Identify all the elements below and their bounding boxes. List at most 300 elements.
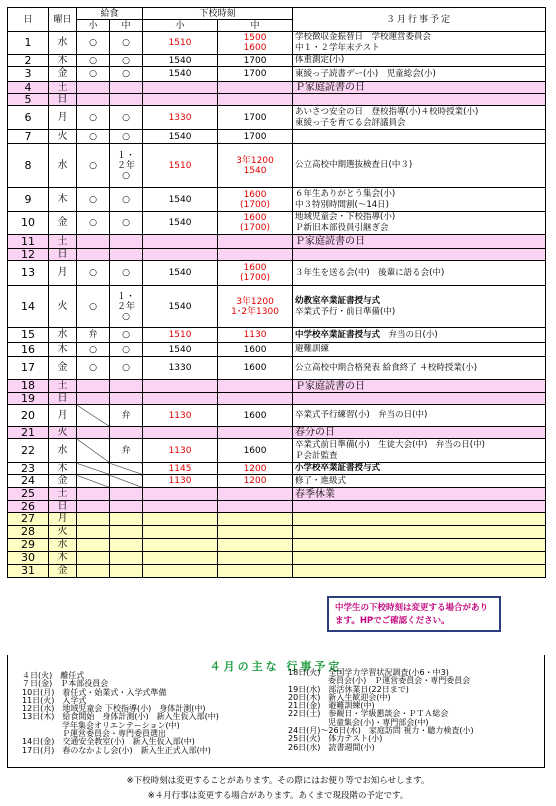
day-cell: 8: [8, 144, 49, 188]
lunch-elem-cell: ○: [77, 261, 110, 286]
april-events-right: [288, 669, 474, 752]
april-event: 22日(土) 参観日・学級懇談会・ＰＴＡ総会: [288, 709, 449, 719]
event-line: 春分の日: [295, 427, 336, 438]
day-cell: 18: [8, 380, 49, 393]
events-cell: [293, 552, 546, 565]
event-line: 中学校卒業証書授与式 弁当の日(小): [295, 329, 438, 340]
events-cell: [293, 357, 546, 380]
header-dis-elem: 小: [143, 20, 218, 32]
event-line: 幼教室卒業証書授与式: [295, 295, 381, 306]
event-line: 東綾っ子読書デー(小) 児童総会(小): [295, 68, 436, 79]
april-event: 20日(木) 新入生歓迎会(中): [288, 692, 391, 702]
day-cell: 20: [8, 405, 49, 427]
calendar-row: [8, 188, 546, 212]
dismissal-middle-cell: 1130: [218, 328, 293, 343]
calendar-row: [8, 235, 546, 249]
calendar-row: [8, 439, 546, 463]
dismissal-elem-cell: 1540: [143, 261, 218, 286]
header-dis-middle: 中: [218, 20, 293, 32]
day-cell: 21: [8, 427, 49, 439]
dismissal-middle-cell: 3年1200 1540: [218, 144, 293, 188]
dismissal-middle-cell: 1700: [218, 67, 293, 82]
lunch-middle-cell: １・ ２年 ○: [110, 144, 143, 188]
dismissal-middle-cell: [218, 427, 293, 439]
events-cell: [293, 475, 546, 488]
weekday-cell: 金: [49, 357, 77, 380]
day-cell: 28: [8, 526, 49, 539]
dismissal-middle-cell: 1600: [218, 343, 293, 357]
dismissal-middle-cell: [218, 539, 293, 552]
weekday-cell: 水: [49, 144, 77, 188]
dismissal-middle-cell: [218, 94, 293, 106]
lunch-elem-cell: [77, 405, 110, 427]
dismissal-middle-cell: 1700: [218, 106, 293, 130]
dismissal-elem-cell: [143, 513, 218, 526]
dismissal-middle-cell: 3年1200 1･2年1300: [218, 286, 293, 328]
lunch-middle-cell: ○: [110, 67, 143, 82]
april-event: 11日(火) 入学式: [22, 695, 87, 705]
lunch-middle-cell: ○: [110, 343, 143, 357]
lunch-elem-cell: [77, 501, 110, 513]
dismissal-middle-cell: 1600 (1700): [218, 188, 293, 212]
events-cell: [293, 405, 546, 427]
events-cell: [293, 249, 546, 261]
dismissal-middle-cell: [218, 393, 293, 405]
lunch-elem-cell: ○: [77, 106, 110, 130]
dismissal-middle-cell: [218, 526, 293, 539]
calendar-row: [8, 565, 546, 578]
calendar-row: [8, 286, 546, 328]
events-cell: [293, 380, 546, 393]
events-cell: [293, 188, 546, 212]
events-cell: [293, 488, 546, 501]
lunch-middle-cell: [110, 475, 143, 488]
calendar-row: [8, 427, 546, 439]
events-cell: [293, 513, 546, 526]
dismissal-elem-cell: [143, 552, 218, 565]
event-line: 公立高校中期選抜検査日(中３): [295, 160, 413, 170]
header-dow: 曜日: [49, 8, 77, 32]
weekday-cell: 月: [49, 261, 77, 286]
header-lunch-elem: 小: [77, 20, 110, 32]
lunch-elem-cell: ○: [77, 286, 110, 328]
events-cell: [293, 67, 546, 82]
dismissal-middle-cell: [218, 380, 293, 393]
events-cell: [293, 212, 546, 235]
dismissal-elem-cell: 1130: [143, 439, 218, 463]
page-title: ３月行事予定: [293, 8, 546, 32]
dismissal-elem-cell: [143, 565, 218, 578]
dismissal-middle-cell: 1200: [218, 475, 293, 488]
calendar-row: [8, 539, 546, 552]
calendar-row: [8, 501, 546, 513]
header-lunch-middle: 中: [110, 20, 143, 32]
dismissal-elem-cell: [143, 393, 218, 405]
lunch-middle-cell: 弁: [110, 405, 143, 427]
dismissal-middle-cell: [218, 249, 293, 261]
day-cell: 31: [8, 565, 49, 578]
event-line: 小学校卒業証書授与式: [295, 463, 381, 473]
day-cell: 19: [8, 393, 49, 405]
dismissal-elem-cell: 1540: [143, 343, 218, 357]
calendar-row: [8, 106, 546, 130]
dismissal-elem-cell: 1540: [143, 188, 218, 212]
calendar-row: [8, 55, 546, 67]
dismissal-elem-cell: 1130: [143, 475, 218, 488]
dismissal-middle-cell: 1600 (1700): [218, 261, 293, 286]
april-section: [7, 655, 545, 768]
event-line: 学校徴収金振替日 学校運営委員会: [295, 32, 432, 42]
event-line: Ｐ家庭読書の日: [295, 380, 366, 392]
header-lunch: 給食: [77, 8, 143, 20]
calendar-row: [8, 261, 546, 286]
dismissal-middle-cell: [218, 552, 293, 565]
dismissal-middle-cell: 1600: [218, 357, 293, 380]
dismissal-elem-cell: [143, 380, 218, 393]
events-cell: [293, 55, 546, 67]
lunch-elem-cell: ○: [77, 188, 110, 212]
weekday-cell: 水: [49, 439, 77, 463]
day-cell: 4: [8, 82, 49, 94]
lunch-elem-cell: [77, 235, 110, 249]
lunch-middle-cell: [110, 539, 143, 552]
header-day: 日: [8, 8, 49, 32]
lunch-elem-cell: [77, 565, 110, 578]
events-cell: [293, 82, 546, 94]
dismissal-elem-cell: [143, 427, 218, 439]
lunch-middle-cell: １・ ２年 ○: [110, 286, 143, 328]
event-line: 卒業式予行・前日準備(中): [295, 306, 396, 317]
lunch-elem-cell: [77, 552, 110, 565]
events-cell: [293, 393, 546, 405]
weekday-cell: 土: [49, 235, 77, 249]
event-line: 春季休業: [295, 488, 336, 500]
dismissal-middle-cell: 1600 (1700): [218, 212, 293, 235]
calendar-row: [8, 380, 546, 393]
weekday-cell: 火: [49, 130, 77, 144]
lunch-elem-cell: ○: [77, 55, 110, 67]
lunch-elem-cell: ○: [77, 130, 110, 144]
dismissal-elem-cell: [143, 82, 218, 94]
calendar-row: [8, 249, 546, 261]
lunch-middle-cell: [110, 249, 143, 261]
lunch-elem-cell: [77, 380, 110, 393]
lunch-elem-cell: 弁: [77, 328, 110, 343]
lunch-middle-cell: ○: [110, 188, 143, 212]
lunch-elem-cell: [77, 475, 110, 488]
event-line: Ｐ新旧本部役員引継ぎ会: [295, 223, 389, 233]
lunch-middle-cell: ○: [110, 357, 143, 380]
weekday-cell: 木: [49, 463, 77, 475]
day-cell: 22: [8, 439, 49, 463]
lunch-middle-cell: [110, 526, 143, 539]
dismissal-elem-cell: 1510: [143, 328, 218, 343]
event-line: 地域児童会・下校指導(小): [295, 212, 396, 222]
april-event: 26日(水) 読書週間(小): [288, 742, 375, 752]
event-line: 修了・進級式: [295, 475, 347, 486]
lunch-middle-cell: ○: [110, 55, 143, 67]
lunch-elem-cell: [77, 539, 110, 552]
dismissal-middle-cell: [218, 488, 293, 501]
day-cell: 25: [8, 488, 49, 501]
lunch-middle-cell: [110, 94, 143, 106]
dismissal-elem-cell: 1540: [143, 130, 218, 144]
calendar-row: [8, 67, 546, 82]
weekday-cell: 火: [49, 526, 77, 539]
lunch-elem-cell: ○: [77, 357, 110, 380]
lunch-elem-cell: [77, 249, 110, 261]
weekday-cell: 木: [49, 343, 77, 357]
dismissal-elem-cell: 1145: [143, 463, 218, 475]
dismissal-middle-cell: [218, 235, 293, 249]
weekday-cell: 日: [49, 249, 77, 261]
dismissal-elem-cell: 1510: [143, 144, 218, 188]
calendar-row: [8, 463, 546, 475]
day-cell: 27: [8, 513, 49, 526]
event-line: 卒業式予行練習(小) 弁当の日(中): [295, 410, 428, 420]
lunch-middle-cell: [110, 463, 143, 475]
weekday-cell: 土: [49, 380, 77, 393]
weekday-cell: 土: [49, 82, 77, 94]
footer-note-2: ※４月行事は変更する場合があります。あくまで現段階の予定です。: [147, 791, 409, 801]
calendar-row: [8, 94, 546, 106]
day-cell: 29: [8, 539, 49, 552]
event-line: 公立高校中期合格発表 給食終了 ４校時授業(小): [295, 362, 478, 373]
event-line: あいさつ安全の日 登校指導(小)４校時授業(小): [295, 106, 479, 117]
lunch-middle-cell: ○: [110, 32, 143, 55]
dismissal-elem-cell: [143, 526, 218, 539]
event-line: Ｐ会計監査: [295, 450, 338, 461]
events-cell: [293, 427, 546, 439]
april-event: 学年集会オリエンテーション(中): [22, 720, 180, 730]
dismissal-elem-cell: 1540: [143, 286, 218, 328]
day-cell: 9: [8, 188, 49, 212]
events-cell: [293, 32, 546, 55]
lunch-middle-cell: [110, 427, 143, 439]
events-cell: [293, 526, 546, 539]
day-cell: 2: [8, 55, 49, 67]
weekday-cell: 月: [49, 106, 77, 130]
lunch-elem-cell: ○: [77, 32, 110, 55]
weekday-cell: 木: [49, 552, 77, 565]
april-event: 児童集会(小)・専門部会(中): [288, 717, 429, 727]
lunch-elem-cell: [77, 513, 110, 526]
lunch-middle-cell: [110, 488, 143, 501]
day-cell: 7: [8, 130, 49, 144]
events-cell: [293, 106, 546, 130]
day-cell: 15: [8, 328, 49, 343]
day-cell: 23: [8, 463, 49, 475]
event-line: ６年生ありがとう集会(小): [295, 188, 396, 199]
event-line: 中１・２学年末テスト: [295, 43, 380, 53]
calendar-row: [8, 526, 546, 539]
weekday-cell: 月: [49, 513, 77, 526]
dismissal-elem-cell: 1540: [143, 212, 218, 235]
day-cell: 26: [8, 501, 49, 513]
lunch-elem-cell: [77, 439, 110, 463]
april-event: 24日(月)～26日(水) 家庭訪問 視力・聴力検査(小): [288, 726, 474, 736]
april-events-left: [22, 672, 219, 755]
weekday-cell: 木: [49, 188, 77, 212]
weekday-cell: 金: [49, 565, 77, 578]
dismissal-middle-cell: [218, 82, 293, 94]
weekday-cell: 火: [49, 286, 77, 328]
event-line: 東綾っ子を育てる会評議員会: [295, 117, 406, 128]
events-cell: [293, 130, 546, 144]
weekday-cell: 水: [49, 539, 77, 552]
calendar-row: [8, 405, 546, 427]
calendar-row: [8, 488, 546, 501]
event-line: 卒業式前日準備(小) 生徒大会(中) 弁当の日(中): [295, 439, 485, 450]
day-cell: 12: [8, 249, 49, 261]
lunch-middle-cell: [110, 82, 143, 94]
weekday-cell: 水: [49, 32, 77, 55]
april-event: 10日(月) 着任式・始業式・入学式準備: [22, 687, 167, 697]
calendar-row: [8, 513, 546, 526]
events-cell: [293, 261, 546, 286]
dismissal-elem-cell: 1330: [143, 106, 218, 130]
april-event: 21日(金) 避難訓練(中): [288, 701, 375, 711]
events-cell: [293, 343, 546, 357]
april-event: ７日(金) Ｐ本部役員会: [22, 679, 109, 689]
lunch-middle-cell: [110, 235, 143, 249]
dismissal-elem-cell: [143, 501, 218, 513]
calendar-row: [8, 357, 546, 380]
dismissal-middle-cell: [218, 513, 293, 526]
weekday-cell: 月: [49, 405, 77, 427]
calendar-row: [8, 393, 546, 405]
dismissal-elem-cell: [143, 249, 218, 261]
lunch-middle-cell: [110, 501, 143, 513]
weekday-cell: 金: [49, 67, 77, 82]
weekday-cell: 日: [49, 501, 77, 513]
lunch-middle-cell: [110, 393, 143, 405]
april-event: 17日(月) 春のなかよし会(小) 新入生正式入部(中): [22, 745, 211, 755]
day-cell: 16: [8, 343, 49, 357]
lunch-middle-cell: [110, 513, 143, 526]
dismissal-middle-cell: [218, 565, 293, 578]
april-event: 25日(火) 体力テスト(小): [288, 734, 383, 744]
calendar-row: [8, 552, 546, 565]
weekday-cell: 日: [49, 393, 77, 405]
lunch-middle-cell: ○: [110, 328, 143, 343]
events-cell: [293, 501, 546, 513]
weekday-cell: 土: [49, 488, 77, 501]
lunch-elem-cell: [77, 393, 110, 405]
dismissal-elem-cell: [143, 235, 218, 249]
lunch-elem-cell: [77, 488, 110, 501]
dismissal-middle-cell: 1600: [218, 439, 293, 463]
lunch-elem-cell: ○: [77, 67, 110, 82]
weekday-cell: 日: [49, 94, 77, 106]
events-cell: [293, 539, 546, 552]
day-cell: 14: [8, 286, 49, 328]
day-cell: 13: [8, 261, 49, 286]
header-dismissal: 下校時刻: [143, 8, 293, 20]
weekday-cell: 火: [49, 427, 77, 439]
calendar-row: [8, 475, 546, 488]
lunch-elem-cell: [77, 427, 110, 439]
calendar-row: [8, 328, 546, 343]
april-event: 14日(金) 交通安全教室(小) 新入生仮入部(中): [22, 737, 195, 747]
weekday-cell: 水: [49, 328, 77, 343]
dismissal-elem-cell: 1540: [143, 67, 218, 82]
calendar-row: [8, 212, 546, 235]
event-line: 中３特別時間割(～14日): [295, 199, 389, 210]
lunch-middle-cell: 弁: [110, 439, 143, 463]
lunch-elem-cell: [77, 526, 110, 539]
calendar-row: [8, 343, 546, 357]
dismissal-elem-cell: 1510: [143, 32, 218, 55]
event-line: ３年生を送る会(中) 後輩に語る会(中): [295, 267, 445, 278]
events-cell: [293, 565, 546, 578]
day-cell: 10: [8, 212, 49, 235]
lunch-middle-cell: [110, 565, 143, 578]
lunch-elem-cell: [77, 82, 110, 94]
lunch-middle-cell: ○: [110, 130, 143, 144]
dismissal-elem-cell: 1540: [143, 55, 218, 67]
lunch-middle-cell: ○: [110, 106, 143, 130]
day-cell: 6: [8, 106, 49, 130]
event-line: Ｐ家庭読書の日: [295, 82, 366, 93]
april-event: 13日(木) 給食開始 身体計測(小) 新入生仮入部(中): [22, 712, 219, 722]
lunch-elem-cell: ○: [77, 144, 110, 188]
events-cell: [293, 439, 546, 463]
day-cell: 30: [8, 552, 49, 565]
day-cell: 17: [8, 357, 49, 380]
day-cell: 11: [8, 235, 49, 249]
april-event: 委員会(小) Ｐ運営委員会・専門委員会: [288, 676, 471, 686]
dismissal-middle-cell: 1500 1600: [218, 32, 293, 55]
events-cell: [293, 328, 546, 343]
lunch-elem-cell: ○: [77, 343, 110, 357]
calendar-row: [8, 32, 546, 55]
march-schedule-table: [7, 7, 546, 578]
dismissal-elem-cell: 1330: [143, 357, 218, 380]
april-event: ４日(火) 離任式: [22, 671, 85, 680]
lunch-elem-cell: [77, 94, 110, 106]
dismissal-middle-cell: 1700: [218, 55, 293, 67]
calendar-row: [8, 82, 546, 94]
events-cell: [293, 286, 546, 328]
dismissal-middle-cell: 1600: [218, 405, 293, 427]
day-cell: 24: [8, 475, 49, 488]
dismissal-elem-cell: [143, 488, 218, 501]
notice-box: 中学生の下校時刻は変更する場合があります。HPでご確認ください。: [327, 596, 501, 632]
april-event: Ｐ運営委員会・専門委員選出: [22, 729, 166, 739]
events-cell: [293, 144, 546, 188]
dismissal-elem-cell: 1130: [143, 405, 218, 427]
dismissal-elem-cell: [143, 94, 218, 106]
event-line: 体重測定(小): [295, 55, 345, 65]
dismissal-middle-cell: 1200: [218, 463, 293, 475]
lunch-elem-cell: ○: [77, 212, 110, 235]
lunch-middle-cell: [110, 552, 143, 565]
april-title: ４月の主な 行事予定: [209, 660, 343, 673]
dismissal-middle-cell: [218, 501, 293, 513]
lunch-middle-cell: [110, 380, 143, 393]
calendar-row: [8, 144, 546, 188]
events-cell: [293, 463, 546, 475]
weekday-cell: 木: [49, 55, 77, 67]
day-cell: 5: [8, 94, 49, 106]
events-cell: [293, 94, 546, 106]
calendar-row: [8, 130, 546, 144]
event-line: Ｐ家庭読書の日: [295, 236, 366, 247]
events-cell: [293, 235, 546, 249]
day-cell: 1: [8, 32, 49, 55]
lunch-elem-cell: [77, 463, 110, 475]
